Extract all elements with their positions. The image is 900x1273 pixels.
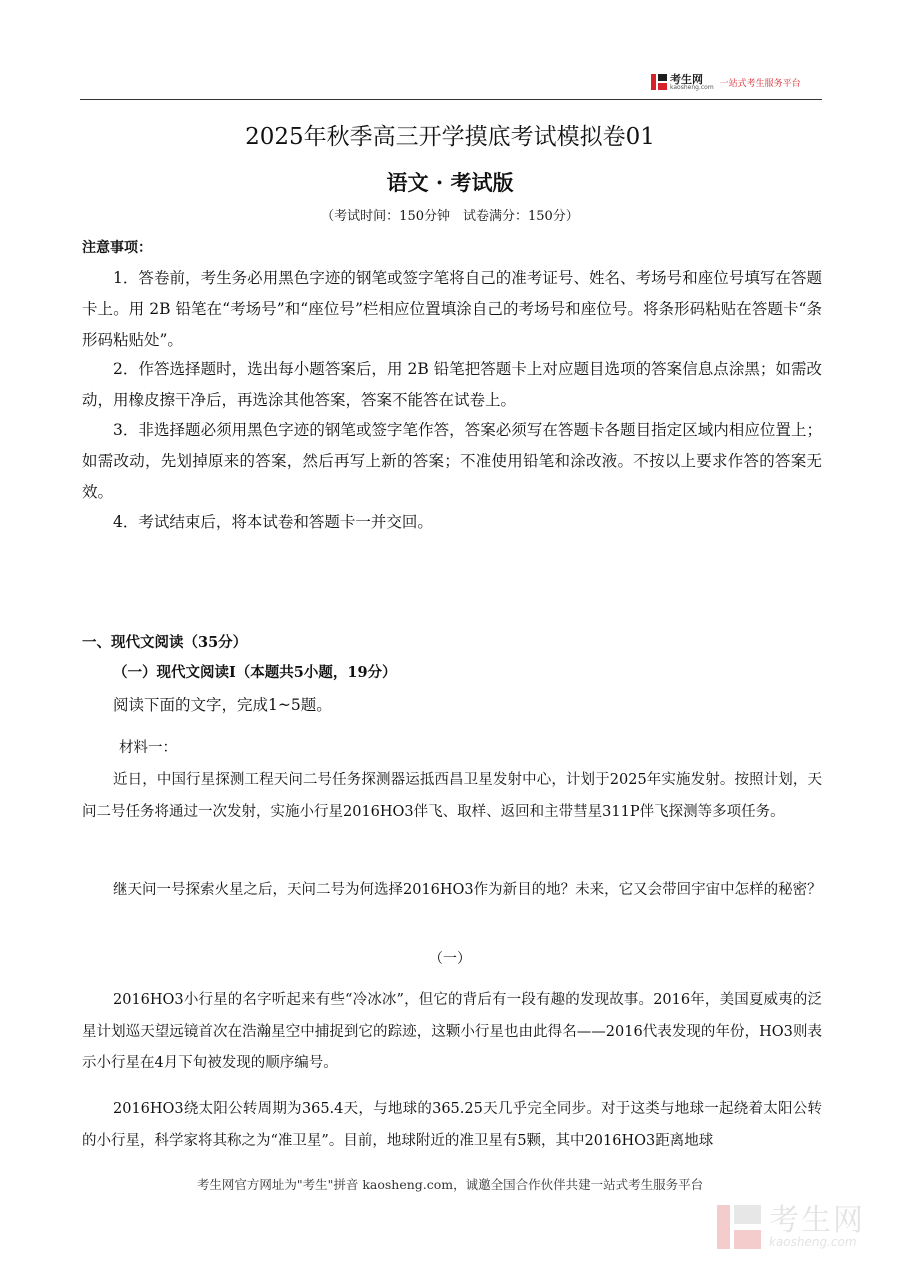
notice-item-1: 1．答卷前，考生务必用黑色字迹的钢笔或签字笔将自己的准考证号、姓名、考场号和座位号填写在答题卡上。用 2B 铅笔在“考场号”和“座位号”栏相应位置填涂自己的考场号和座位号。将条形码粘贴在答题卡“条形码粘贴处”。 <box>82 269 822 349</box>
footer-text: 考生网官方网址为"考生"拼音 kaosheng.com，诚邀全国合作伙伴共建一站式考生服务平台 <box>196 1177 704 1192</box>
section-subheading: （一）现代文阅读Ⅰ（本题共5小题，19分） <box>113 664 397 681</box>
notice-item-4: 4．考试结束后，将本试卷和答题卡一并交回。 <box>113 513 433 531</box>
kaosheng-logo-icon <box>651 74 667 90</box>
notice-item-2: 2．作答选择题时，选出每小题答案后，用 2B 铅笔把答题卡上对应题目选项的答案信息点涂黑；如需改动，用橡皮擦干净后，再选涂其他答案，答案不能答在试卷上。 <box>82 360 822 409</box>
watermark-logo-icon <box>717 1205 761 1249</box>
logo-slogan: 一站式考生服务平台 <box>719 78 801 89</box>
section-instruction: 阅读下面的文字，完成1~5题。 <box>113 696 332 714</box>
paragraph-3: 2016HO3小行星的名字听起来有些“冷冰冰”，但它的背后有一段有趣的发现故事。2016年，美国夏威夷的泛星计划巡天望远镜首次在浩瀚星空中捕捉到它的踪迹，这颗小行星也由此得名——2016代表发现的年份，HO3则表示小行星在4月下旬被发现的顺序编号。 <box>82 992 822 1071</box>
watermark <box>717 1205 865 1249</box>
page-subtitle: 语文 · 考试版 <box>386 170 514 195</box>
page-title: 2025年秋季高三开学摸底考试模拟卷01 <box>245 124 655 150</box>
header-rule <box>80 99 822 100</box>
material-label: 材料一： <box>119 740 177 756</box>
paragraph-1: 近日，中国行星探测工程天问二号任务探测器运抵西昌卫星发射中心，计划于2025年实施发射。按照计划，天问二号任务将通过一次发射，实施小行星2016HO3伴飞、取样、返回和主带彗星311P伴飞探测等多项任务。 <box>82 772 822 820</box>
paragraph-2: 继天问一号探索火星之后，天问二号为何选择2016HO3作为新目的地？未来，它又会带回宇宙中怎样的秘密？ <box>113 882 822 898</box>
logo-name: 考生网 <box>670 72 703 86</box>
logo-domain: kaosheng.com <box>670 83 714 91</box>
watermark-name: 考生网 <box>769 1203 865 1238</box>
paragraph-4: 2016HO3绕太阳公转周期为365.4天，与地球的365.25天几乎完全同步。对于这类与地球一起绕着太阳公转的小行星，科学家将其称之为“准卫星”。目前，地球附近的准卫星有5颗，其中2016HO3距离地球 <box>82 1101 822 1149</box>
section-heading: 一、现代文阅读（35分） <box>82 634 248 651</box>
notice-heading: 注意事项： <box>82 240 152 256</box>
exam-info: （考试时间：150分钟 试卷满分：150分） <box>321 209 579 224</box>
notice-item-3: 3．非选择题必须用黑色字迹的钢笔或签字笔作答，答案必须写在答题卡各题目指定区域内相应位置上；如需改动，先划掉原来的答案，然后再写上新的答案；不准使用铅笔和涂改液。不按以上要求作答的答案无效。 <box>82 421 822 501</box>
part-marker: （一） <box>429 951 471 967</box>
watermark-domain: kaosheng.com <box>769 1235 857 1249</box>
header-logo[interactable] <box>651 72 801 92</box>
